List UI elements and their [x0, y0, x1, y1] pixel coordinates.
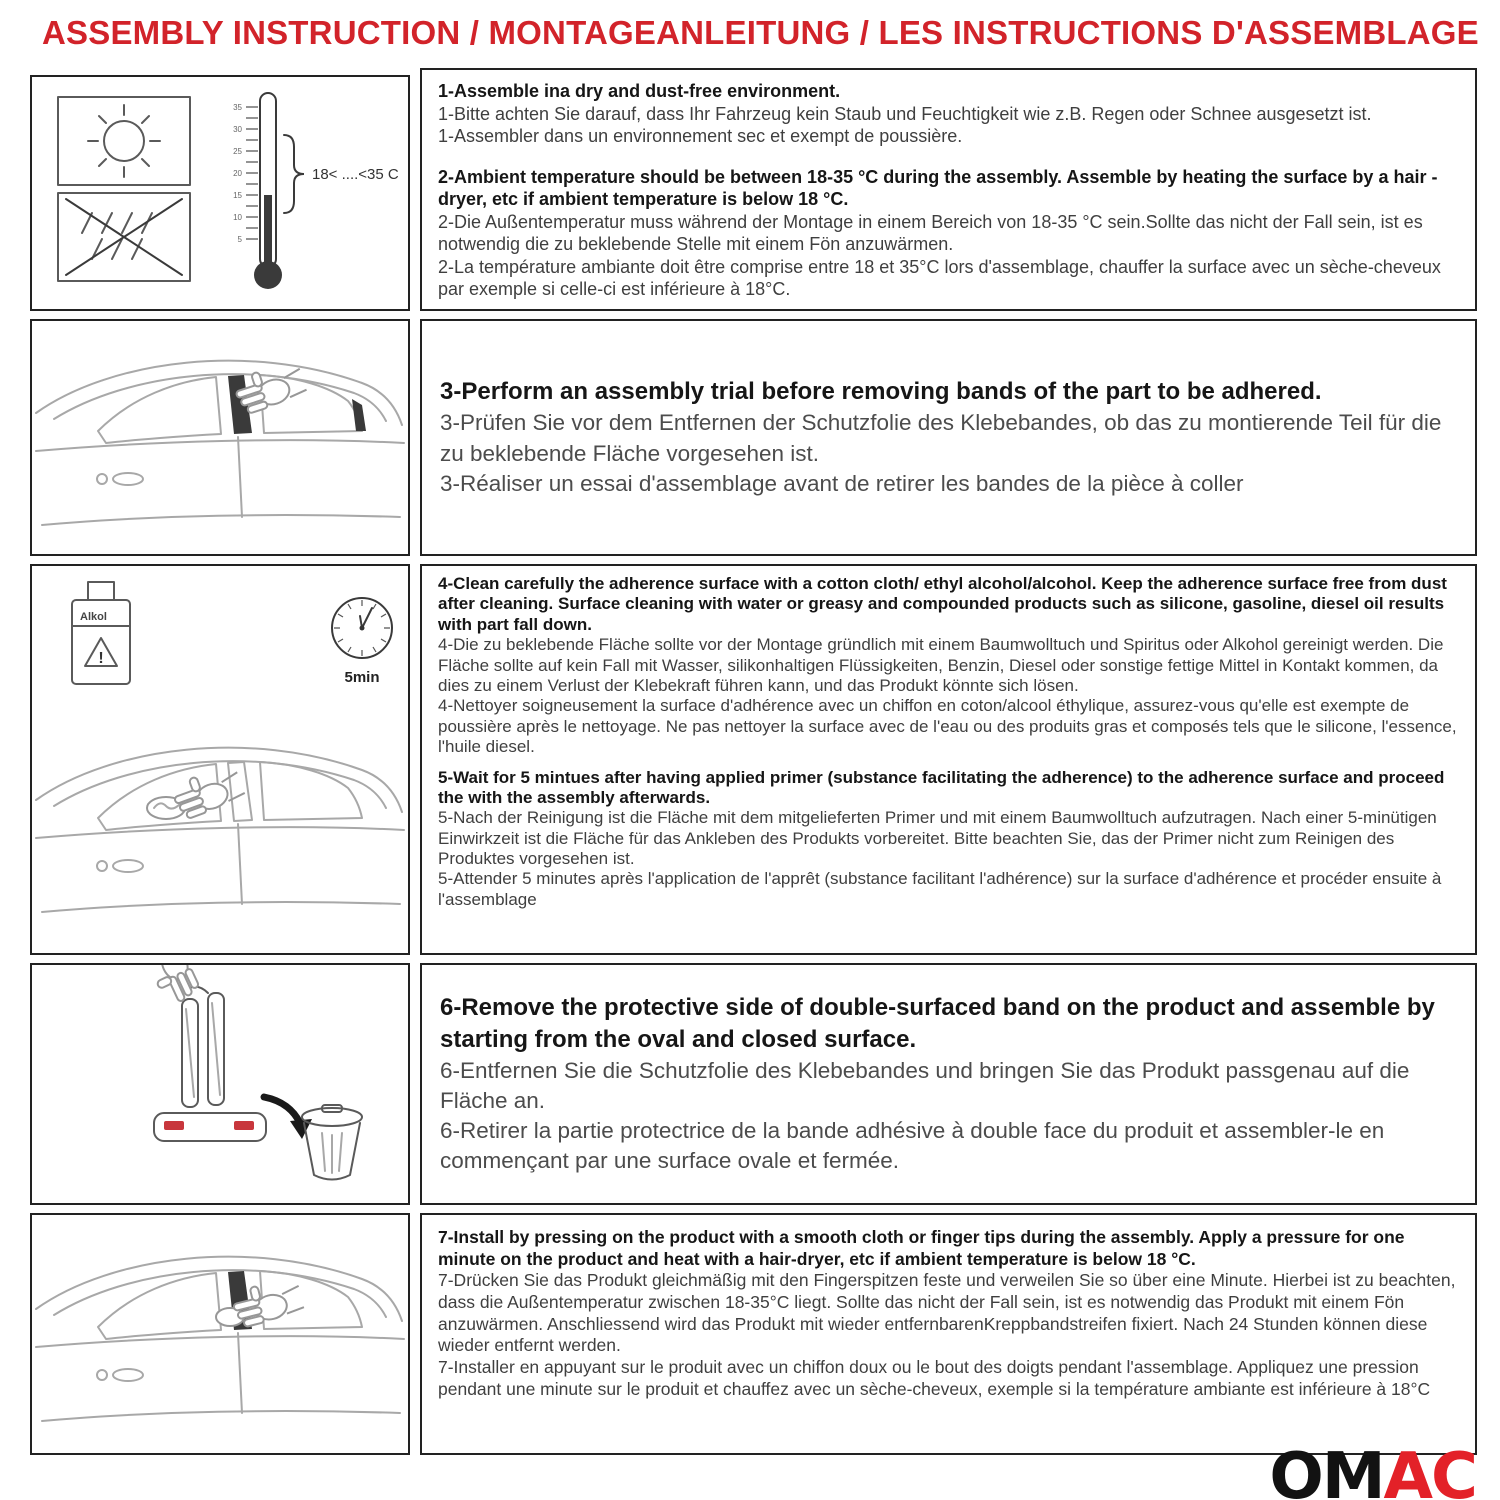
brand-logo: [1269, 1439, 1476, 1500]
instruction-5-en: 5-Wait for 5 mintues after having applied primer (substance facilitating the adherence) to the adherence surface and proceed the with the assembly afterwards.: [438, 767, 1445, 807]
press-install-graphic: [32, 1215, 408, 1453]
door-handle: [113, 473, 143, 485]
instruction-4-de: 4-Die zu beklebende Fläche sollte vor der Montage gründlich mit einem Baumwolltuch und Spiritus oder Alkohol gereinigt werden. Die Fläche sollte auf kein Fall mit Wasser, silikonhaltigen Flüssigkeiten, Benzin, Diesel oder sonstige fettige Mittel in Kontakt kommen, da dies zu einem Verlust der Klebekraft führen kann, und das Produkt könnte sich lösen.: [438, 635, 1444, 695]
instruction-6-text: [420, 963, 1477, 1205]
adhesive-pad: [234, 1121, 254, 1130]
discard-arrow-icon: [264, 1097, 312, 1139]
illustration-press-install: [30, 1213, 410, 1455]
adhesive-strips: [182, 987, 224, 1107]
car-pillar-trial-graphic: [32, 321, 408, 554]
instructions-1-2-text: [420, 68, 1477, 311]
page-title: ASSEMBLY INSTRUCTION / MONTAGEANLEITUNG / LES INSTRUCTIONS D'ASSEMBLAGE: [42, 14, 1479, 51]
thermometer-scale-label: 15: [233, 191, 242, 200]
instruction-1-en: 1-Assemble ina dry and dust-free environment.: [438, 81, 841, 101]
instruction-7-fr: 7-Installer en appuyant sur le produit avec un chiffon doux ou le bout des doigts pendant l'assemblage. Appliquez une pression pendant une minute sur le produit et chauffez avec un sèche-cheveux, exemple si la température ambiante est inférieure à 18°C: [438, 1357, 1431, 1399]
instruction-7-en: 7-Install by pressing on the product with a smooth cloth or finger tips during the assembly. Apply a pressure for one minute on the product and heat with a hair-dryer, etc if ambient temperature is below 18 °C.: [438, 1227, 1405, 1269]
illustration-environment-temperature: [30, 75, 410, 311]
instruction-7-de: 7-Drücken Sie das Produkt gleichmäßig mit den Fingerspitzen feste und verweilen Sie so über eine Minute. Hierbei ist zu beachten, dass die Außentemperatur zwischen 18-35°C liegt. Sollte das nicht der Fall sein, ist es notwendig das Produkt mit einem Fön anzuwärmen. Anschliessend wird das Produkt mit wieder entfernbarenKreppbandstreifen fixiert. Nach 24 Stunden können diese wieder entfernt werden.: [438, 1270, 1456, 1356]
remove-band-graphic: [32, 965, 408, 1203]
svg-text:!: !: [98, 650, 104, 667]
instruction-1-fr: 1-Assembler dans un environnement sec et exempt de poussière.: [438, 126, 963, 146]
instruction-6-de: 6-Entfernen Sie die Schutzfolie des Klebebandes und bringen Sie das Produkt passgenau auf die Fläche an.: [440, 1057, 1410, 1114]
instruction-7-text: [420, 1213, 1477, 1455]
instruction-5-fr: 5-Attender 5 minutes après l'application de l'apprêt (substance facilitant l'adhérence) sur la surface d'adhérence et procéder ensuite à l'assemblage: [438, 869, 1442, 909]
instruction-3-text: [420, 319, 1477, 556]
clock-duration-label: 5min: [344, 669, 380, 686]
illustration-cleaning-primer: [30, 564, 410, 955]
clock-icon: [332, 598, 392, 686]
car-press-illustration: [36, 1257, 404, 1421]
thermometer-range-label: 18< ....<35 C: [312, 166, 399, 183]
car-window-illustration: [36, 359, 404, 525]
instruction-2-de: 2-Die Außentemperatur muss während der Montage in einem Bereich von 18-35 °C sein.Sollte das nicht der Fall sein, ist es notwendig die zu beklebende Stelle mit einem Fön anzuwärmen.: [438, 211, 1423, 254]
adhesive-pad: [164, 1121, 184, 1130]
no-rain-icon: [58, 193, 190, 281]
thermometer-scale-label: 20: [233, 169, 242, 178]
instruction-4-fr: 4-Nettoyer soigneusement la surface d'adhérence avec un chiffon en coton/alcool éthylique, assurez-vous qu'elle est exempte de poussière après le nettoyage. Ne pas nettoyer la surface avec de l'eau ou des produits gras et composés tels que le silicone, l'essence, l'huile diesel.: [438, 696, 1457, 757]
instruction-3-en: 3-Perform an assembly trial before removing bands of the part to be adhered.: [440, 378, 1322, 406]
instruction-4-en: 4-Clean carefully the adherence surface with a cotton cloth/ ethyl alcohol/alcohol. Keep the adherence surface free from dust after cleaning. Surface cleaning with water or greasy and compounded products such as silicone, gasoline, diesel oil results with part fall down.: [438, 574, 1447, 634]
thermometer-scale-label: 10: [233, 213, 242, 222]
alcohol-bottle-label: Alkol: [80, 611, 107, 623]
instruction-6-en: 6-Remove the protective side of double-surfaced band on the product and assemble by starting from the oval and closed surface.: [440, 993, 1435, 1053]
rear-pillar-strip: [352, 399, 366, 431]
thermometer-scale-label: 35: [233, 103, 242, 112]
instruction-2-fr: 2-La température ambiante doit être comprise entre 18 et 35°C lors d'assemblage, chauffer la surface avec un sèche-cheveux par exemple si celle-ci est inférieure à 18°C.: [438, 256, 1441, 299]
warning-triangle-icon: [85, 638, 117, 667]
instruction-6-fr: 6-Retirer la partie protectrice de la bande adhésive à double face du produit et assembler-le en commençant par une surface ovale et fermée.: [440, 1118, 1385, 1174]
range-brace: [284, 135, 304, 213]
alcohol-bottle-icon: [72, 582, 130, 684]
peel-hand-icon: [146, 965, 202, 1007]
instructions-4-5-text: [420, 564, 1477, 955]
product-part: [154, 1113, 266, 1141]
environment-temperature-graphic: [32, 77, 408, 309]
thermometer-icon: [233, 93, 399, 289]
illustration-assembly-trial: [30, 319, 410, 556]
instruction-3-de: 3-Prüfen Sie vor dem Entfernen der Schutzfolie des Klebebandes, ob das zu montierende Teil für die zu beklebende Fläche vorgesehen ist.: [440, 410, 1442, 466]
instruction-1-de: 1-Bitte achten Sie darauf, dass Ihr Fahrzeug kein Staub und Feuchtigkeit wie z.B. Regen oder Schnee ausgesetzt ist.: [438, 103, 1372, 124]
brand-logo-ac: AC: [1383, 1439, 1476, 1500]
brand-logo-om: OM: [1269, 1439, 1384, 1500]
cleaning-primer-graphic: [32, 566, 408, 953]
illustration-remove-band: [30, 963, 410, 1205]
spacer: [438, 758, 1459, 768]
instruction-3-fr: 3-Réaliser un essai d'assemblage avant de retirer les bandes de la pièce à coller: [440, 470, 1244, 496]
instruction-5-de: 5-Nach der Reinigung ist die Fläche mit dem mitgelieferten Primer und mit einem Baumwolltuch aufzutragen. Nach einer 5-minütigen Einwirkzeit ist die Fläche für das Ankleben des Produkts vorbereitet. Bitte beachten Sie, das der Primer nicht zum Reinigen des Produktes vorgesehen ist.: [438, 808, 1437, 869]
thermometer-scale-label: 5: [237, 235, 242, 244]
car-cleaning-illustration: [36, 748, 404, 912]
sun-icon: [58, 97, 190, 185]
trash-bin-icon: [302, 1105, 362, 1180]
spacer: [438, 148, 1459, 166]
instruction-2-en: 2-Ambient temperature should be between 18-35 °C during the assembly. Assemble by heating the surface by a hair -dryer, etc if ambient temperature is below 18 °C.: [438, 166, 1438, 209]
thermometer-scale-label: 30: [233, 125, 242, 134]
thermometer-scale-label: 25: [233, 147, 242, 156]
